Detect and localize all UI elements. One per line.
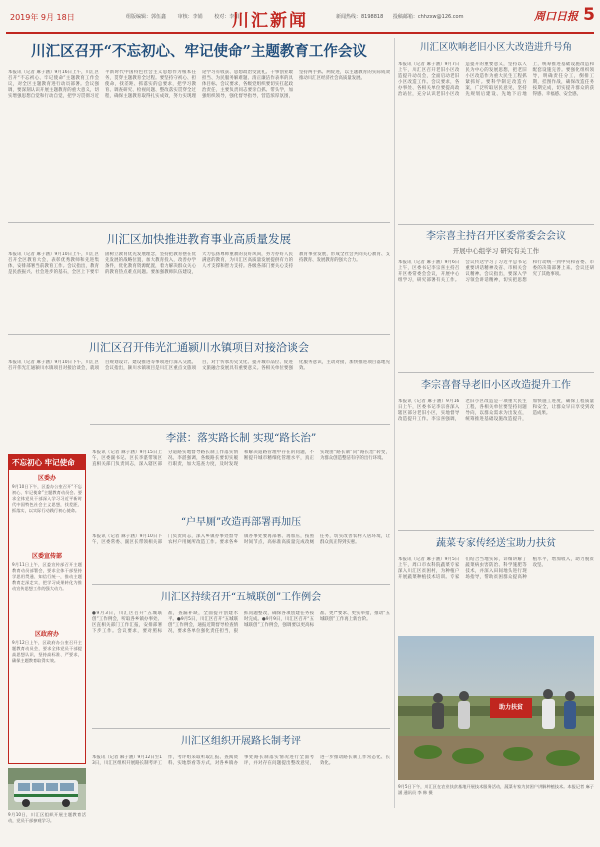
editor-meta (126, 13, 249, 20)
bus-photo-caption: 9月10日，川汇区组织开展主题教育活动，党员干部参观学习。 (8, 812, 86, 823)
article-water-town (8, 338, 390, 422)
contact-meta (336, 13, 471, 20)
headline: 李宗喜督导老旧小区改造提升工作 (421, 380, 571, 391)
divider (398, 372, 594, 373)
headline: 李湛：落实路长制 实现“路长治” (165, 432, 317, 444)
article-road-chief (92, 428, 390, 510)
page-number: 5 (583, 5, 595, 25)
article-body: 本报讯（记者 麻子涵）9月5日上午，周口市农科院蔬菜专家深入川汇区贫困村，为种植户开展蔬菜种植技术培训。专家们结合当地实际，详细讲解了蔬菜病虫害防治、科学施肥等技术，并深入田间地头进行现场指导，帮助贫困群众提高种植水平，增加收入，助力脱贫攻坚。 (398, 557, 594, 581)
farm-photo (398, 636, 594, 780)
sidebar-header: 不忘初心 牢记使命 (9, 455, 85, 470)
headline: 川汇区加快推进教育事业高质量发展 (107, 232, 291, 246)
contact-email: 投稿邮箱：chhzxw@126.com (392, 14, 464, 20)
headline: 川汇区召开“不忘初心、牢记使命”主题教育工作会议 (31, 43, 367, 60)
sidebar-item-title: 区委办 (37, 475, 56, 482)
article-body: 本报讯（记者 麻子涵）9月7日上午，川汇区召开老旧小区改造提升动员会，全面启动老旧小区改造工作。会议要求，各办事处、各相关单位要提高政治站位，充分认识老旧小区改造提升的重要意义，坚持以人民为中心的发展思想，把老旧小区改造作为重大民生工程抓紧抓好。要科学制定改造方案，广泛听取居民意见，坚持先规划后建设、先地下后地上，统筹推进基础设施改造和配套设施完善。要强化组织领导，明确责任分工，倒排工期，挂图作战，确保改造任务按期完成，切实提升群众的获得感、幸福感、安全感。 (398, 62, 594, 98)
sidebar-item-body: 9月10日下午，区委办公室召开“不忘初心、牢记使命”主题教育动员会。要求全体党员干部深入学习习近平新时代中国特色社会主义思想，找差距、抓落实，以实际行动践行初心使命。 (12, 484, 82, 513)
article-body: ●9月3日，川汇区召开“五城联创”工作例会，听取各乡镇办事处、区直相关部门工作汇报，安排部署下步工作。会议要求，要对照标准，查漏补缺，全面提升创建水平。●9月5日，川汇区召开“五城联创”工作例会，通报近期督导检查情况，要求各单位强化责任担当，狠抓问题整改，确保各项创建任务按时完成。●9月9日，川汇区召开“五城联创”工作例会，强调要以更高标准、更严要求、更实举措，推动“五城联创”工作再上新台阶。 (92, 611, 390, 635)
sidebar-item-body: 9月11日上午，区委宣传部召开主题教育动员部署会，要求全体干部坚持学思用贯通、知信行统一，推动主题教育走深走实，把学习成果转化为推动宣传思想工作的强大动力。 (12, 562, 82, 591)
headline: 川汇区组织开展路长制考评 (181, 736, 301, 747)
newspaper-logo: 周口日报 (534, 10, 578, 23)
headline: “户早厕”改造再部署再加压 (180, 517, 302, 528)
issue-date: 2019年 9月 18日 (10, 13, 75, 22)
article-inspection (398, 376, 594, 526)
meta-proof: 校对：李娟 (214, 14, 240, 20)
divider (398, 224, 594, 225)
divider (92, 584, 390, 585)
headline: 川汇区吹响老旧小区大改造进升号角 (419, 42, 572, 53)
contact-phone: 新闻热线：8198818 (336, 14, 384, 20)
divider (398, 530, 594, 531)
article-body: 本报讯（记者 麻子涵）9月16日上午，川汇区召开“不忘初心、牢记使命”主题教育工作会议，对全区主题教育进行动员部署。会议强调，要深刻认识开展主题教育的重大意义，切实增强思想自觉和行动自觉，把学习贯彻习近平新时代中国特色社会主义思想作为根本任务，贯穿主题教育全过程。要坚持守初心、担使命，找差距、抓落实的总要求，把学习教育、调查研究、检视问题、整改落实贯穿全过程，确保主题教育取得扎实成效，努力实现理论学习有收获、思想政治受洗礼、干事创业敢担当、为民服务解难题、清正廉洁作表率的具体目标。会议要求，各级党组织要切实扛起政治责任，主要负责同志要亲自抓、带头学，加强组织领导，强化督导指导，营造浓厚氛围，坚持两手抓、两促进，以主题教育的实际成效推动川汇区经济社会高质量发展。 (8, 70, 390, 100)
sign-text: 助力扶贫 (498, 704, 523, 711)
headline: 蔬菜专家传经送宝助力扶贫 (436, 538, 556, 549)
article-body: 本报讯（记者 麻子涵）9月16日上午，区委书记李宗喜深入辖区部分老旧小区，实地督导改造提升工作。李宗喜强调，老旧小区改造是一项重大民生工程，各相关单位要坚持问题导向，以群众需求为出发点，统筹推进基础设施改造提升，加快施工进度，确保工程质量和安全，让群众早日享受到改造成果。 (398, 399, 594, 423)
masthead (6, 4, 594, 34)
headline: 川汇区召开伟光汇通颍川水镇项目对接洽谈会 (89, 341, 309, 354)
meta-review: 审核：李娟 (177, 14, 203, 20)
sidebar-box (8, 454, 86, 764)
farm-photo-caption: 9月5日下午，川汇区在农业扶贫基地开展技术服务活动，蔬菜专家为贫困户讲解种植技术。本报记者 麻子涵 通讯员 李 韩 摄 (398, 784, 594, 795)
divider (90, 424, 390, 425)
article-body: 本报讯（记者 麻子涵）9月12日至13日，川汇区组织开展路长制考评工作，考评组采取听取汇报、查阅资料、实地察看等方式，对各乡镇办事处路长制落实情况进行全面考评，并对存在问题提出整改意见，进一步推动路长制工作常态化、长效化。 (92, 755, 390, 767)
subtitle: 开展中心组学习 研究有关工作 (452, 247, 540, 255)
headline: 川汇区持续召开“五城联创”工作例会 (160, 592, 322, 603)
headline: 李宗喜主持召开区委常委会会议 (426, 231, 566, 242)
divider (8, 222, 390, 223)
article-road-evaluation (92, 732, 390, 842)
sidebar-item-title: 区政府办 (34, 631, 59, 638)
sidebar-item-title: 区委宣传部 (31, 553, 62, 560)
divider (92, 728, 390, 729)
article-body: 本报讯（记者 麻子涵）9月6日上午，区委书记李宗喜主持召开区委常委会会议，开展中心组学习，研究部署有关工作。会议传达学习了习近平总书记重要讲话精神及省、市相关会议精神。会议指出，要深入学习领会讲话精神，切实把思想和行动统一到中央和省委、市委的决策部署上来。会议还研究了其他事项。 (398, 260, 594, 284)
sidebar-item-body: 9月12日上午，区政府办公室召开主题教育动员会，要求全体党员干部提高思想认识，坚持高标准、严要求，确保主题教育取得实效。 (12, 640, 82, 663)
article-body: 本报讯（记者 麻子涵）9月15日上午，区委副书记、区长李湛带领区直相关部门负责同志，深入辖区部分道路实地督导路长制工作落实情况。李湛强调，各级路长要切实履行职责，加大巡查力度，及时发现和解决道路管理中存在的问题，不断提升城市精细化管理水平，真正实现由“路长制”向“路长治”转变，为群众创造整洁有序的出行环境。 (92, 450, 390, 468)
bus-photo (8, 768, 86, 810)
article-body: 本报讯（记者 麻子涵）9月10日上午，川汇区召开全区教育大会，表彰优秀教师和先进集体，安排部署当前教育工作。会议指出，教育是民族振兴、社会进步的基石，全区上下要牢固树立教育优先发展理念，坚持把教育摆在优先发展的战略位置，加大教育投入，改善办学条件，优化教育资源配置，着力解决群众关心的教育热点难点问题。要加强教师队伍建设，大力弘扬尊师重教的良好风尚，努力办好人民满意的教育，为川汇区高质量发展提供有力的人才支撑和智力支持。各级各部门要关心支持教育事业发展，形成全社会共同关心教育、支持教育、发展教育的强大合力。 (8, 252, 390, 276)
article-old-community (398, 38, 594, 218)
article-body: 本报讯（记者 麻子涵）9月10日下午，川汇区召开伟光汇通颍川水镇项目对接洽谈会，就项目规划设计、建设推进等事项进行深入交流。会议指出，颍川水镇项目是川汇区重点文旅项目，对于传承历史文化、提升城市品位、促进文旅融合发展具有重要意义。各相关单位要强化服务意识，主动对接，加快推进项目落地见效。 (8, 360, 390, 372)
section-title: 川汇新闻 (232, 11, 308, 31)
article-body: 本报讯（记者 麻子涵）9月10日下午，区委常委、副区长带领相关部门负责同志，深入乡镇办事处督导农村户用厕所改造工作。要求各乡镇办事处要再部署、再加压，按照时间节点，高标准高质量完成改厕任务，切实改善农村人居环境，让群众真正得到实惠。 (92, 534, 390, 546)
article-main (8, 38, 390, 218)
column-divider (394, 38, 395, 808)
bus-photo-image (8, 768, 86, 810)
meta-editor: 组版编辑：郭伍鑫 (126, 14, 167, 20)
divider (8, 334, 390, 335)
article-five-cities (92, 588, 390, 724)
article-committee (398, 228, 594, 368)
article-vegetables (398, 534, 594, 630)
article-education (8, 228, 390, 330)
article-toilet (92, 514, 390, 580)
